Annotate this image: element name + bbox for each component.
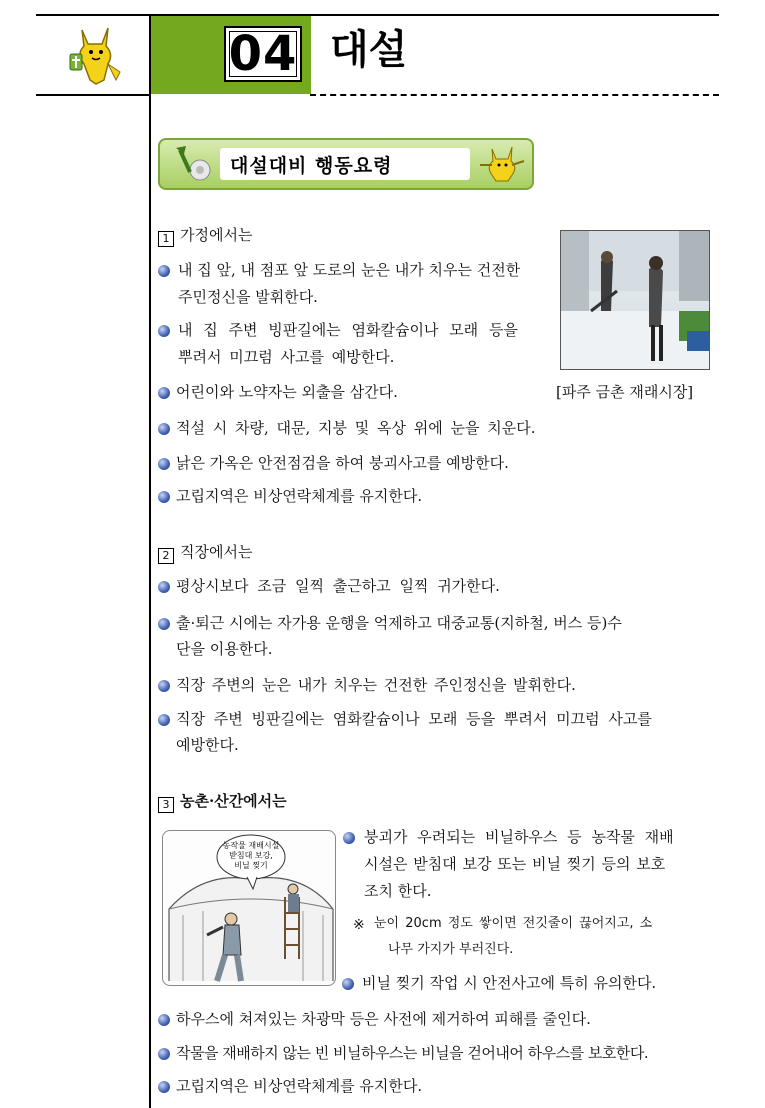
shovel-icon bbox=[170, 146, 214, 184]
list-item: 고립지역은 비상연락체계를 유지한다. bbox=[176, 1077, 423, 1095]
list-item-cont: 단을 이용한다. bbox=[176, 640, 273, 658]
section-banner bbox=[158, 138, 534, 190]
bullet-icon bbox=[158, 581, 170, 593]
list-item-cont: 뿌려서 미끄럼 사고를 예방한다. bbox=[178, 348, 395, 366]
bubble-text: 받침대 보강, bbox=[229, 851, 273, 860]
section-number: 3 bbox=[158, 797, 174, 813]
margin-vertical-rule bbox=[149, 14, 151, 1108]
list-item: 직장 주변 빙판길에는 염화칼슘이나 모래 등을 뿌려서 미끄럼 사고를 bbox=[176, 710, 652, 728]
section-title: 직장에서는 bbox=[180, 543, 253, 561]
bullet-icon bbox=[158, 1048, 170, 1060]
list-item: 직장 주변의 눈은 내가 치우는 건전한 주인정신을 발휘한다. bbox=[176, 676, 576, 694]
mascot-icon bbox=[478, 143, 526, 185]
note-text: 눈이 20cm 정도 쌓이면 전깃줄이 끊어지고, 소 bbox=[374, 916, 653, 931]
section-heading-work bbox=[158, 545, 252, 564]
section-number: 2 bbox=[158, 548, 174, 564]
bullet-icon bbox=[158, 1081, 170, 1093]
list-item-cont: 주민정신을 발휘한다. bbox=[178, 288, 318, 306]
bullet-icon bbox=[158, 680, 170, 692]
note-mark: ※ bbox=[353, 917, 365, 933]
photo-caption: [파주 금촌 재래시장] bbox=[556, 383, 694, 401]
bullet-icon bbox=[158, 458, 170, 470]
list-item: 고립지역은 비상연락체계를 유지한다. bbox=[176, 487, 423, 505]
bubble-text: 비닐 찢기 bbox=[234, 861, 268, 870]
list-item: 평상시보다 조금 일찍 출근하고 일찍 귀가한다. bbox=[176, 577, 500, 595]
list-item: 비닐 찢기 작업 시 안전사고에 특히 유의한다. bbox=[362, 974, 657, 992]
section-title: 가정에서는 bbox=[180, 226, 253, 244]
list-item: 어린이와 노약자는 외출을 삼간다. bbox=[176, 383, 398, 401]
list-item: 작물을 재배하지 않는 빈 비닐하우스는 비닐을 걷어내어 하우스를 보호한다. bbox=[176, 1044, 649, 1062]
list-item: 하우스에 쳐져있는 차광막 등은 사전에 제거하여 피해를 줄인다. bbox=[176, 1010, 591, 1028]
greenhouse-illustration bbox=[162, 830, 336, 986]
list-item-cont: 시설은 받침대 보강 또는 비닐 찢기 등의 보호 bbox=[364, 855, 666, 873]
bullet-icon bbox=[158, 423, 170, 435]
chapter-title: 대설 bbox=[330, 27, 408, 73]
bullet-icon bbox=[158, 714, 170, 726]
section-heading-farm bbox=[158, 794, 287, 813]
bullet-icon bbox=[158, 1014, 170, 1026]
bullet-icon bbox=[343, 832, 355, 844]
list-item-cont: 조치 한다. bbox=[364, 882, 432, 900]
note-text-cont: 나무 가지가 부러진다. bbox=[388, 942, 514, 957]
chapter-number-box bbox=[224, 26, 302, 82]
bullet-icon bbox=[158, 618, 170, 630]
section-title: 농촌·산간에서는 bbox=[180, 792, 287, 810]
chapter-number: 04 bbox=[228, 26, 298, 82]
bullet-icon bbox=[158, 325, 170, 337]
list-item: 내 집 주변 빙판길에는 염화칼슘이나 모래 등을 bbox=[178, 321, 518, 339]
header-bottom-rule bbox=[36, 94, 150, 96]
list-item-cont: 예방한다. bbox=[176, 736, 239, 754]
snow-clearing-photo bbox=[560, 230, 710, 370]
section-heading-home bbox=[158, 228, 252, 247]
list-item: 출·퇴근 시에는 자가용 운행을 억제하고 대중교통(지하철, 버스 등)수 bbox=[176, 614, 622, 632]
list-item: 붕괴가 우려되는 비닐하우스 등 농작물 재배 bbox=[364, 828, 674, 846]
section-number: 1 bbox=[158, 231, 174, 247]
banner-title: 대설대비 행동요령 bbox=[230, 155, 393, 177]
list-item: 내 집 앞, 내 점포 앞 도로의 눈은 내가 치우는 건전한 bbox=[178, 261, 521, 279]
list-item: 적설 시 차량, 대문, 지붕 및 옥상 위에 눈을 치운다. bbox=[176, 419, 536, 437]
bubble-text: 농작물 재배시설 bbox=[222, 841, 280, 850]
bullet-icon bbox=[342, 978, 354, 990]
bullet-icon bbox=[158, 387, 170, 399]
list-item: 낡은 가옥은 안전점검을 하여 붕괴사고를 예방한다. bbox=[176, 454, 509, 472]
bullet-icon bbox=[158, 265, 170, 277]
bullet-icon bbox=[158, 491, 170, 503]
header-top-rule bbox=[36, 14, 719, 16]
mascot-icon bbox=[60, 20, 130, 90]
header-dashed-rule bbox=[310, 94, 719, 96]
